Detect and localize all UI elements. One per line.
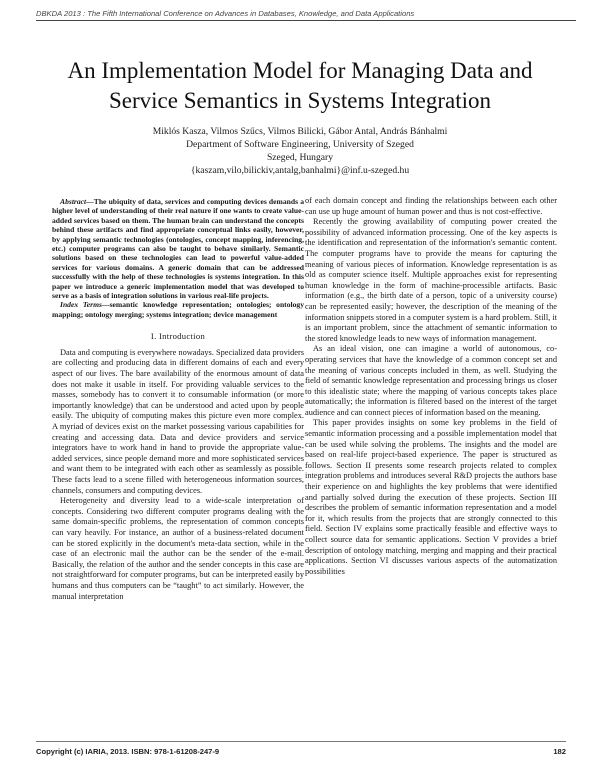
- section-heading: I. Introduction: [150, 331, 206, 342]
- page-footer: [36, 741, 566, 756]
- left-column: [52, 197, 304, 602]
- right-column: [305, 196, 557, 577]
- title-line-1: An Implementation Model for Managing Data and: [67, 58, 533, 83]
- title-line-2: Service Semantics in Systems Integration: [109, 88, 491, 113]
- author-email: {kaszam,vilo,bilickiv,antalg,banhalmi}@inf.u-szeged.hu: [190, 165, 410, 176]
- body-paragraph: Heterogeneity and diversity lead to a wide-scale interpretation of concepts. Considering two different computer programs dealing with the same domain-specific problems, the representation of common concepts can vary heavily. For instance, an author of a business-related document can be stored explicitly in the document's meta-data section, while in the case of an electronic mail the author can be the sender of the e-mail. Basically, the relation of the author and the sender concepts in this case are not straightforward for computer programs, but can be interpreted easily by humans and thus computers can be “taught” to act similarly. However, the manual interpretation: [52, 496, 304, 601]
- body-paragraph: Data and computing is everywhere nowadays. Specialized data providers are collecting and producing data in different domains of each and every aspect of our lives. The bare availability of the enormous amount of data does not make it usable in itself. For providing valuable services to the masses, somebody has to convert it to consumable information (or more importantly knowledge) that can be understood and acted upon by people easily. The ubiquity of computing makes this picture even more complex. A myriad of devices exist on the market possessing various capabilities for creating and accessing data. Data and device providers and service integrators have to work hand in hand to provide the appropriate value-added services, since people demand more and more sophisticated services and want them to be integrated with each other as seamlessly as possible. These facts lead to a scene filled with heterogeneous information sources, channels, consumers and computing devices.: [52, 347, 304, 495]
- body-paragraph: Recently the growing availability of computing power created the possibility of advanced information processing. One of the key aspects is the identification and representation of the information's semantic content. The computer programs have to provide the means for capturing the meaning of various pieces of information. Knowledge representation is as old as computer science itself. Multiple approaches exist for representing human knowledge in the form of machine-processible artifacts. Basic information (e.g., the birth date of a person, topic of a university course) can be represented easily; however, the description of the meaning of the information snippets stored in a computer system is a hard problem. Still, it is an important problem, since the attachment of semantic information to the stored knowledge leads to new ways of information management.: [305, 217, 557, 343]
- copyright-text: Copyright (c) IARIA, 2013. ISBN: 978-1-61208-247-9: [36, 747, 220, 756]
- paper-title: [20, 56, 580, 116]
- running-header: DBKDA 2013 : The Fifth International Conference on Advances in Databases, Knowledge, and Data Applications: [36, 9, 576, 21]
- author-names: Miklós Kasza, Vilmos Szűcs, Vilmos Bilicki, Gábor Antal, András Bánhalmi: [152, 126, 448, 137]
- abstract-text: —The ubiquity of data, services and computing devices demands a higher level of understanding of their real nature if one wants to create value-added services based on them. The human brain can understand the concepts behind these artifacts and find appropriate conceptual links easily, however, by applying semantic technologies (ontologies, concept mapping, inferencing, etc.) computer programs can also be taught to behave similarly. Semantic solutions based on these technologies can lead to powerful value-added services for various domains. A generic domain that can be addressed successfully with the help of these technologies is systems integration. In this paper we introduce a generic implementation model that was developed to serve as a basis of integration solutions in various real-life projects.: [52, 197, 304, 301]
- page-number: 182: [553, 747, 566, 756]
- author-city: Szeged, Hungary: [266, 152, 334, 163]
- body-paragraph: As an ideal vision, one can imagine a world of autonomous, co-operating services that have the knowledge of a common concept set and the meaning of various concepts included in them, as well. Studying the field of semantic knowledge representation and processing brings us closer to this idealistic state; where the mapping of various concepts takes place automatically; the information is filtered based on the interest of the target audience and can connect pieces of information based on the meaning.: [305, 344, 557, 417]
- author-block: [20, 125, 580, 177]
- body-paragraph: This paper provides insights on some key problems in the field of semantic information processing and a possible implementation model that can be used while solving the problems. The insights and the model are based on real-life project-based experience. The paper is structured as follows. Section II presents some research projects related to complex integration problems and introduces several R&D projects the authors base their experience on and highlights the key problems that were identified and partially solved during the execution of these projects. Section III describes the problem of semantic information representation and a model for it, which results from the projects that are strongly connected to this field. Section IV explains some practically feasible and effective ways to collect source data for semantic applications. Section V provides a brief description of ontology matching, merging and mapping and their practical applications. Section VI discusses various aspects of the automatization possibilities: [305, 418, 557, 576]
- author-department: Department of Software Engineering, University of Szeged: [186, 139, 414, 150]
- index-terms-lead: Index Terms: [60, 300, 102, 310]
- abstract: [52, 197, 304, 300]
- abstract-lead: Abstract: [60, 197, 87, 206]
- index-terms-text: —semantic knowledge representation; ontologies; ontology mapping; ontology merging; systems integration; device management: [52, 300, 305, 319]
- index-terms: [52, 300, 304, 319]
- body-paragraph: of each domain concept and finding the relationships between each other can use up huge amount of human power and thus is not cost-effective.: [305, 196, 557, 216]
